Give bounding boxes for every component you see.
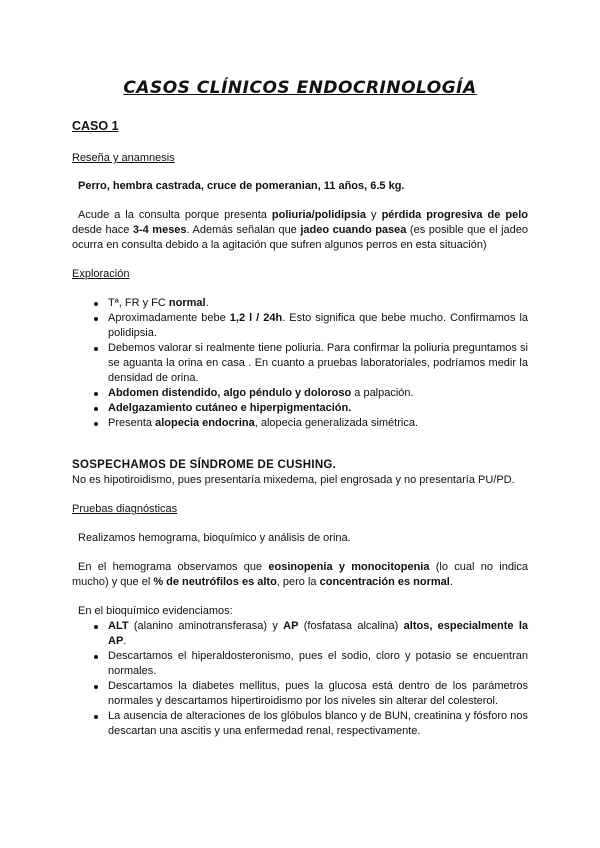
list-item [108, 386, 528, 401]
bioquimico-intro: En el bioquímico evidenciamos: [78, 605, 233, 617]
text-segment: Descartamos el hiperaldosteronismo, pues el sodio, cloro y potasio se encuentran normales. [108, 650, 528, 677]
text-segment: (fosfatasa alcalina) [298, 620, 404, 632]
bold-text: Abdomen distendido, algo péndulo y doloroso [108, 387, 352, 399]
hemograma-paragraph [72, 560, 528, 590]
list-item [108, 401, 528, 416]
pruebas-heading: Pruebas diagnósticas [72, 503, 178, 515]
text-segment: Presenta [108, 417, 156, 429]
bioquimico-list [72, 619, 528, 739]
bold-text: poliuria/polidipsia [271, 209, 367, 221]
text-segment: . Además señalan que [186, 224, 301, 236]
text-segment: . [123, 635, 127, 647]
text-segment: a palpación. [351, 387, 414, 399]
text-segment: Acude a la consulta porque presenta [78, 209, 272, 221]
resena-heading: Reseña y anamnesis [72, 152, 175, 164]
text-segment: . [205, 297, 209, 309]
list-item [108, 296, 528, 311]
text-segment: , alopecia generalizada simétrica. [254, 417, 419, 429]
bold-text: pérdida progresiva de pelo [381, 209, 528, 221]
bold-text: altos, especialmente la AP [108, 620, 528, 647]
case-heading: CASO 1 [72, 119, 119, 133]
bold-text: Adelgazamiento cutáneo e hiperpigmentación. [108, 402, 352, 414]
list-item [108, 649, 528, 679]
document-title: CASOS CLÍNICOS ENDOCRINOLOGÍA [123, 78, 477, 98]
text-segment: (alanino aminotransferasa) y [128, 620, 284, 632]
bold-text: alopecia endocrina [155, 417, 255, 429]
bold-text: jadeo cuando pasea [300, 224, 407, 236]
pruebas-intro: Realizamos hemograma, bioquímico y análisis de orina. [78, 532, 351, 544]
text-segment: La ausencia de alteraciones de los glóbulos blanco y de BUN, creatinina y fósforo nos descartan una ascitis y una enfermedad renal, respectivamente. [108, 710, 528, 737]
text-segment: . Esto significa que bebe mucho. Confirmamos la polidipsia. [108, 312, 529, 339]
text-segment: Aproximadamente bebe [108, 312, 230, 324]
text-segment: desde hace [72, 224, 133, 236]
bold-text: eosinopenia y monocitopenia [268, 561, 430, 573]
text-segment: (es posible que el jadeo ocurra en consulta debido a la agitación que sufren algunos perros en esta situación) [72, 224, 528, 251]
list-item [108, 311, 528, 341]
list-item [108, 709, 528, 739]
exploracion-list [72, 296, 528, 431]
bold-text: normal [168, 297, 206, 309]
bold-text: concentración es normal [319, 576, 450, 588]
exploracion-heading: Exploración [72, 268, 130, 280]
list-item [108, 619, 528, 649]
bold-text: AP [283, 620, 299, 632]
text-segment: , pero la [276, 576, 320, 588]
list-item [108, 416, 528, 431]
bold-text: ALT [108, 620, 129, 632]
list-item [108, 341, 528, 386]
text-segment: En el hemograma observamos que [78, 561, 269, 573]
text-segment: . [449, 576, 453, 588]
suspicion-text: No es hipotiroidismo, pues presentaría mixedema, piel engrosada y no presentaría PU/PD. [72, 474, 515, 486]
bold-text: % de neutrófilos es alto [153, 576, 277, 588]
bold-text: 3-4 meses [132, 224, 187, 236]
text-segment: Descartamos la diabetes mellitus, pues la glucosa está dentro de los parámetros normales y descartamos hipertiroidismo por los niveles sin alterar del colesterol. [108, 680, 528, 707]
patient-description: Perro, hembra castrada, cruce de pomeranian, 11 años, 6.5 kg. [78, 180, 405, 192]
anamnesis-paragraph [72, 208, 528, 253]
suspicion-heading: SOSPECHAMOS DE SÍNDROME DE CUSHING. [72, 459, 337, 471]
text-segment: Debemos valorar si realmente tiene poliuria. Para confirmar la poliuria preguntamos si se aguanta la orina en casa . En cuanto a pruebas laboratoriales, podríamos medir la densidad de orina. [108, 342, 528, 384]
text-segment: (lo cual no indica mucho) y que el [72, 561, 528, 588]
bold-text: 1,2 l / 24h [229, 312, 283, 324]
text-segment: Tª, FR y FC [108, 297, 169, 309]
list-item [108, 679, 528, 709]
text-segment: y [366, 209, 382, 221]
